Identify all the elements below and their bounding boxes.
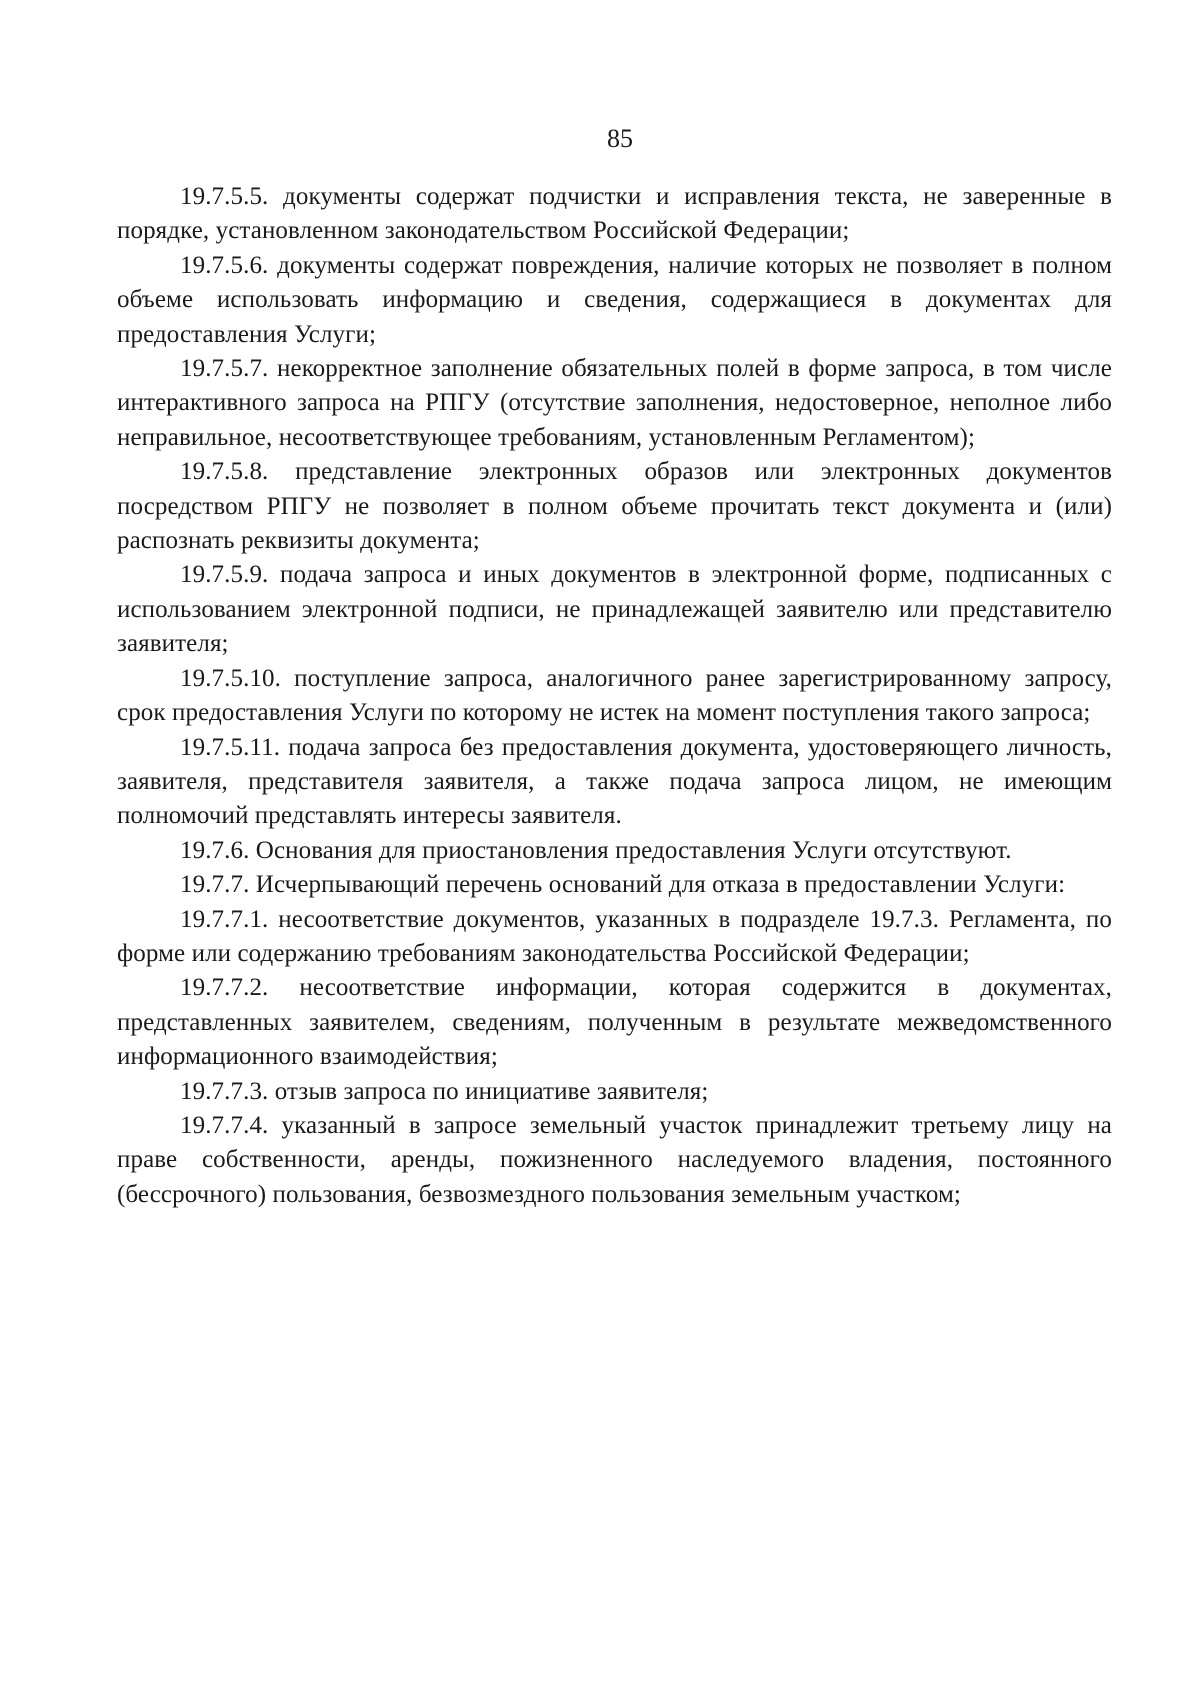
document-body bbox=[117, 180, 1112, 1212]
paragraph-19-7-7: 19.7.7. Исчерпывающий перечень оснований для отказа в предоставлении Услуги: bbox=[180, 871, 1066, 899]
paragraph-19-7-6: 19.7.6. Основания для приостановления предоставления Услуги отсутствуют. bbox=[180, 836, 1012, 864]
paragraph-19-7-5-7: 19.7.5.7. некорректное заполнение обязательных полей в форме запроса, в том числе интерактивного запроса на РПГУ (отсутствие заполнения, недостоверное, неполное либо неправильное, несоответствующее требованиям, установленным Регламентом); bbox=[117, 355, 1112, 451]
paragraph-19-7-5-10: 19.7.5.10. поступление запроса, аналогичного ранее зарегистрированному запросу, срок предоставления Услуги по которому не истек на момент поступления такого запроса; bbox=[117, 664, 1112, 727]
paragraph-19-7-5-11: 19.7.5.11. подача запроса без предоставления документа, удостоверяющего личность, заявителя, представителя заявителя, а также подача запроса лицом, не имеющим полномочий представлять интересы заявителя. bbox=[117, 733, 1112, 830]
paragraph-19-7-7-1: 19.7.7.1. несоответствие документов, указанных в подразделе 19.7.3. Регламента, по форме или содержанию требованиям законодательства Российской Федерации; bbox=[117, 905, 1112, 967]
paragraph-19-7-5-5: 19.7.5.5. документы содержат подчистки и исправления текста, не заверенные в порядке, установленном законодательством Российской Федерации; bbox=[117, 183, 1112, 245]
page-number: 85 bbox=[607, 124, 633, 153]
paragraph-19-7-5-8: 19.7.5.8. представление электронных образов или электронных документов посредством РПГУ не позволяет в полном объеме прочитать текст документа и (или) распознать реквизиты документа; bbox=[117, 458, 1112, 555]
paragraph-19-7-7-3: 19.7.7.3. отзыв запроса по инициативе заявителя; bbox=[180, 1077, 709, 1105]
paragraph-19-7-5-6: 19.7.5.6. документы содержат повреждения, наличие которых не позволяет в полном объеме использовать информацию и сведения, содержащиеся в документах для предоставления Услуги; bbox=[117, 251, 1112, 348]
paragraph-19-7-5-9: 19.7.5.9. подача запроса и иных документов в электронной форме, подписанных с использованием электронной подписи, не принадлежащей заявителю или представителю заявителя; bbox=[117, 561, 1112, 658]
paragraph-19-7-7-2: 19.7.7.2. несоответствие информации, которая содержится в документах, представленных заявителем, сведениям, полученным в результате межведомственного информационного взаимодействия; bbox=[117, 974, 1112, 1071]
paragraph-19-7-7-4: 19.7.7.4. указанный в запросе земельный участок принадлежит третьему лицу на праве собственности, аренды, пожизненного наследуемого владения, постоянного (бессрочного) пользования, безвозмездного пользования земельным участком; bbox=[117, 1111, 1112, 1208]
